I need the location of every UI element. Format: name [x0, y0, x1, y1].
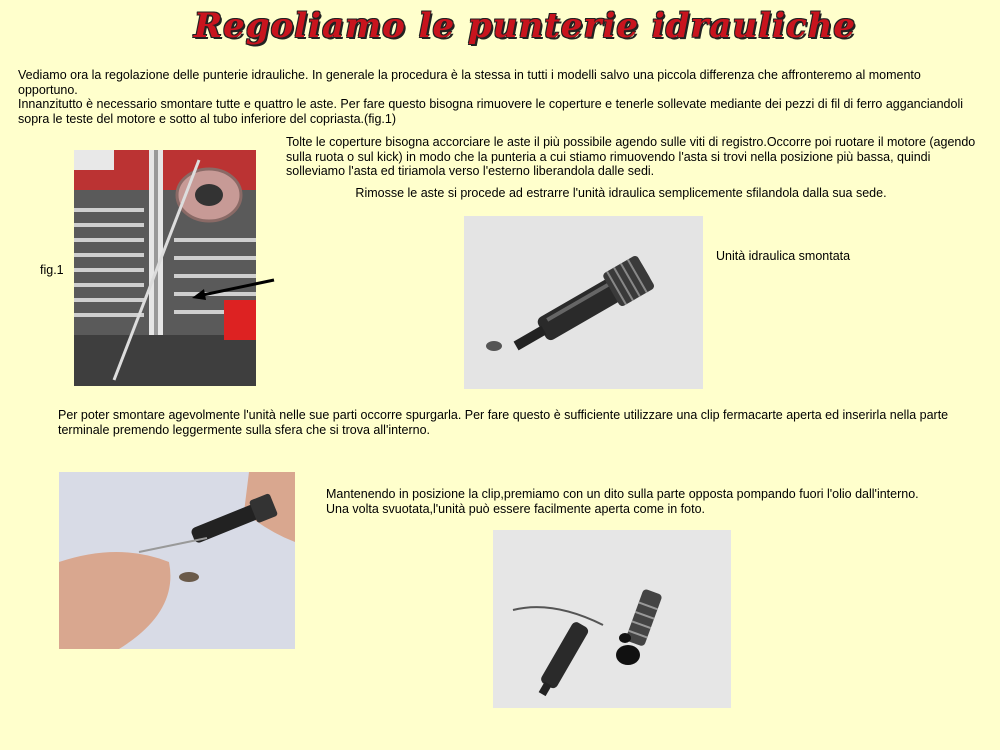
intro-text [18, 68, 978, 126]
section2-text [58, 408, 958, 437]
fig1-label: fig.1 [40, 263, 64, 277]
section1-paragraph: Tolte le coperture bisogna accorciare le aste il più possibile agendo sulle viti di registro.Occorre poi ruotare il motore (agendo sulla ruota o sul kick) in modo che la punteria a cui stiamo rimuovendo l'asta si trovi nella posizione più bassa, quindi solleviamo l'asta ed tiriamola verso l'esterno liberandola dalle sedi. [286, 135, 976, 178]
opened-unit-photo [493, 530, 731, 708]
intro-paragraph-2: Innanzitutto è necessario smontare tutte e quattro le aste. Per fare questo bisogna rimuovere le coperture e tenerle sollevate mediante dei pezzi di fil di ferro agganciandoli sopra le teste del motore e sotto al tubo inferiore del copriasta.(fig.1) [18, 97, 963, 126]
section2-paragraph: Per poter smontare agevolmente l'unità nelle sue parti occorre spurgarla. Per fare questo è sufficiente utilizzare una clip fermacarte aperta ed inserirla nella parte terminale premendo leggermente sulla sfera che si trova all'interno. [58, 408, 949, 437]
section1-text [286, 135, 986, 179]
purging-with-clip-photo [59, 472, 295, 649]
page-title: Regoliamo le punterie idrauliche [193, 6, 857, 46]
section1-text2: Rimosse le aste si procede ad estrarre l'unità idraulica semplicemente sfilandola dalla sua sede. [355, 186, 887, 200]
intro-paragraph-1: Vediamo ora la regolazione delle punterie idrauliche. In generale la procedura è la stessa in tutti i modelli salvo una piccola differenza che affronteremo al momento opportuno. [18, 68, 921, 97]
section3-line-2: Una volta svuotata,l'unità può essere facilmente aperta come in foto. [326, 501, 705, 516]
engine-pushrod-photo [74, 150, 256, 386]
section3-line-1: Mantenendo in posizione la clip,premiamo con un dito sulla parte opposta pompando fuori l'olio dall'interno. [326, 487, 919, 501]
arrow-icon [188, 276, 278, 302]
hydraulic-unit-photo [464, 216, 703, 389]
caption-unit: Unità idraulica smontata [716, 249, 851, 263]
section3-text [326, 487, 986, 516]
